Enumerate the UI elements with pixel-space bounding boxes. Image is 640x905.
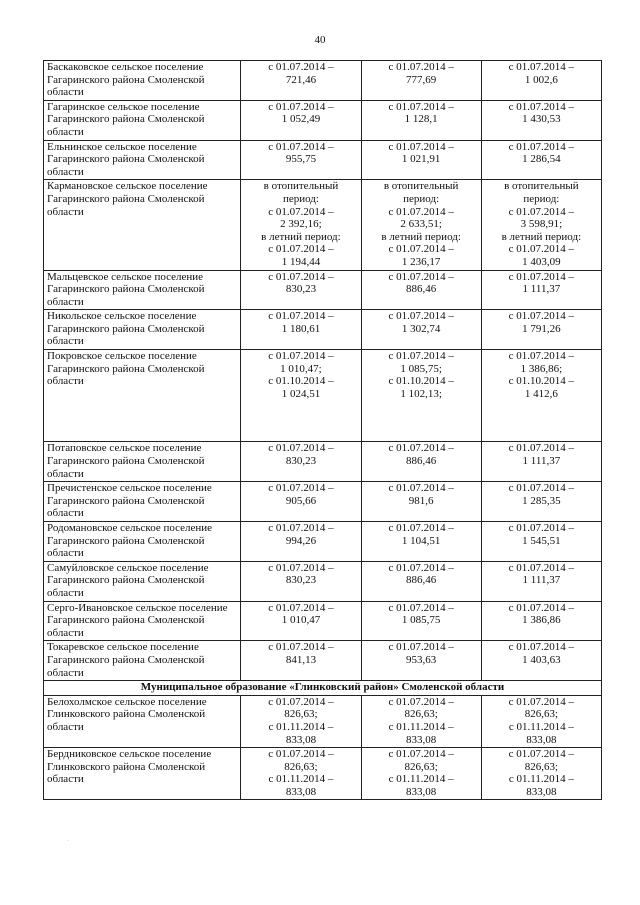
tariff-value-line: период: (403, 192, 440, 205)
tariff-cell (481, 180, 601, 270)
tariff-value-line: с 01.11.2014 – (388, 773, 454, 786)
tariff-value-line: 1 052,49 (281, 113, 321, 126)
tariff-value-line: с 01.07.2014 – (268, 695, 334, 708)
table-row (44, 641, 602, 681)
tariff-cell (241, 695, 361, 747)
tariff-cell (481, 310, 601, 350)
tariff-value-line: с 01.07.2014 – (508, 205, 575, 218)
tariff-value-line: с 01.07.2014 – (388, 243, 454, 256)
tariff-cell (241, 641, 361, 681)
tariff-value-line: 826,63; (524, 708, 559, 721)
settlement-name: Бердниковское сельское поселение Глинковского района Смоленской области (44, 748, 241, 800)
tariff-value-line: с 01.07.2014 – (268, 601, 334, 614)
tariff-value-line: 830,23 (285, 574, 317, 587)
tariff-cell (241, 100, 361, 140)
table-row (44, 100, 602, 140)
tariff-cell (361, 748, 481, 800)
section-title: Муниципальное образование «Глинковский район» Смоленской области (44, 681, 602, 696)
tariff-value-line: с 01.07.2014 – (508, 482, 575, 495)
tariff-value-line: 1 545,51 (522, 534, 561, 547)
tariff-value-line: с 01.07.2014 – (268, 205, 334, 218)
tariff-cell (361, 140, 481, 180)
tariff-value-line: с 01.07.2014 – (388, 310, 454, 323)
tariff-cell (361, 641, 481, 681)
tariff-value-line: с 01.07.2014 – (508, 310, 575, 323)
tariff-value-line: 1 194,44 (281, 255, 321, 268)
table-row (44, 442, 602, 482)
tariff-value-line: 2 633,51; (400, 218, 442, 231)
tariff-value-line: 1 302,74 (401, 322, 441, 335)
table-row (44, 310, 602, 350)
tariff-cell (481, 601, 601, 641)
tariff-value-line: 1 102,13; (400, 387, 442, 400)
tariff-cell (361, 442, 481, 482)
tariff-value-line: 1 024,51 (281, 387, 321, 400)
tariff-value-line: с 01.07.2014 – (508, 695, 575, 708)
tariff-value-line: 1 791,26 (522, 322, 561, 335)
settlement-name: Белохолмское сельское поселение Глинковского района Смоленской области (44, 695, 241, 747)
tariff-cell (361, 61, 481, 101)
tariff-value-line: 1 403,09 (522, 255, 561, 268)
tariff-value-line: с 01.11.2014 – (268, 720, 334, 733)
tariff-cell (481, 350, 601, 442)
tariff-value-line: 1 285,35 (522, 494, 561, 507)
tariff-cell (361, 695, 481, 747)
tariff-value-line: с 01.11.2014 – (508, 773, 574, 786)
tariff-cell (361, 180, 481, 270)
tariff-value-line: с 01.07.2014 – (388, 748, 454, 761)
tariff-value-line: с 01.07.2014 – (388, 270, 454, 283)
tariff-cell (481, 695, 601, 747)
tariff-cell (481, 748, 601, 800)
tariff-value-line: 1 085,75 (401, 614, 441, 627)
tariff-value-line: 1 286,54 (522, 153, 561, 166)
tariff-cell (481, 482, 601, 522)
tariff-table (43, 60, 602, 800)
table-row (44, 482, 602, 522)
tariff-value-line: 886,46 (406, 574, 437, 587)
tariff-value-line: 1 180,61 (281, 322, 321, 335)
tariff-value-line: период: (523, 192, 560, 205)
tariff-value-line: с 01.07.2014 – (508, 350, 575, 363)
tariff-cell (361, 270, 481, 310)
tariff-value-line: 2 392,16; (280, 218, 322, 231)
tariff-value-line: с 01.07.2014 – (268, 561, 334, 574)
tariff-value-line: с 01.07.2014 – (388, 641, 454, 654)
tariff-value-line: с 01.11.2014 – (508, 720, 574, 733)
tariff-value-line: с 01.07.2014 – (268, 350, 334, 363)
tariff-cell (241, 140, 361, 180)
settlement-name: Покровское сельское поселение Гагаринского района Смоленской области (44, 350, 241, 442)
tariff-cell (481, 641, 601, 681)
tariff-value-line: с 01.11.2014 – (388, 720, 454, 733)
table-row (44, 561, 602, 601)
tariff-value-line: с 01.07.2014 – (388, 695, 454, 708)
tariff-value-line: с 01.07.2014 – (388, 100, 454, 113)
tariff-value-line: 1 403,63 (522, 653, 561, 666)
settlement-name: Ельнинское сельское поселение Гагаринского района Смоленской области (44, 140, 241, 180)
table-row (44, 180, 602, 270)
tariff-value-line: с 01.07.2014 – (508, 522, 575, 535)
tariff-value-line: 833,08 (285, 733, 317, 746)
tariff-value-line: с 01.07.2014 – (268, 482, 334, 495)
tariff-value-line: с 01.10.2014 – (388, 375, 454, 388)
settlement-name: Токаревское сельское поселение Гагаринского района Смоленской области (44, 641, 241, 681)
tariff-cell (361, 561, 481, 601)
tariff-value-line: 777,69 (406, 73, 437, 86)
tariff-value-line: с 01.07.2014 – (268, 243, 334, 256)
tariff-value-line: с 01.07.2014 – (508, 270, 575, 283)
settlement-name: Родомановское сельское поселение Гагаринского района Смоленской области (44, 522, 241, 562)
settlement-name: Серго-Ивановское сельское поселение Гагаринского района Смоленской области (44, 601, 241, 641)
tariff-cell (241, 561, 361, 601)
tariff-value-line: с 01.07.2014 – (388, 205, 454, 218)
tariff-value-line: 905,66 (285, 494, 317, 507)
tariff-value-line: 833,08 (285, 785, 317, 798)
tariff-cell (481, 442, 601, 482)
tariff-cell (361, 310, 481, 350)
tariff-cell (241, 350, 361, 442)
settlement-name: Мальцевское сельское поселение Гагаринского района Смоленской области (44, 270, 241, 310)
tariff-value-line: с 01.07.2014 – (268, 140, 334, 153)
tariff-value-line: в отопительный (383, 180, 459, 193)
tariff-cell (241, 442, 361, 482)
tariff-cell (481, 522, 601, 562)
tariff-value-line: 826,63; (284, 708, 318, 721)
tariff-value-line: 833,08 (526, 733, 557, 746)
tariff-value-line: с 01.07.2014 – (268, 641, 334, 654)
tariff-cell (241, 482, 361, 522)
tariff-cell (241, 61, 361, 101)
tariff-value-line: с 01.07.2014 – (508, 243, 575, 256)
tariff-value-line: 826,63; (524, 760, 559, 773)
tariff-value-line: с 01.07.2014 – (388, 522, 454, 535)
tariff-value-line: с 01.07.2014 – (388, 61, 454, 73)
tariff-value-line: 826,63; (404, 708, 438, 721)
tariff-value-line: 1 386,86; (520, 362, 563, 375)
tariff-value-line: с 01.07.2014 – (268, 61, 334, 73)
tariff-value-line: 1 104,51 (401, 534, 441, 547)
tariff-cell (481, 270, 601, 310)
page-number: 40 (314, 34, 326, 46)
tariff-value-line: с 01.07.2014 – (268, 442, 334, 455)
tariff-value-line: в летний период: (261, 230, 341, 243)
table-row (44, 601, 602, 641)
table-row (44, 140, 602, 180)
tariff-value-line: 830,23 (285, 455, 317, 468)
tariff-cell (481, 100, 601, 140)
settlement-name: Потаповское сельское поселение Гагаринского района Смоленской области (44, 442, 241, 482)
tariff-value-line: с 01.11.2014 – (268, 773, 334, 786)
tariff-value-line: 721,46 (285, 73, 317, 86)
tariff-value-line: 886,46 (406, 283, 437, 296)
tariff-value-line: 886,46 (406, 455, 437, 468)
tariff-value-line: 830,23 (285, 283, 317, 296)
tariff-value-line: 833,08 (406, 733, 437, 746)
scan-speck: · (67, 838, 69, 844)
table-row (44, 522, 602, 562)
tariff-value-line: с 01.07.2014 – (268, 270, 334, 283)
tariff-value-line: с 01.07.2014 – (508, 140, 575, 153)
tariff-value-line: 1 111,37 (522, 455, 561, 468)
tariff-value-line: 841,13 (285, 653, 317, 666)
tariff-value-line: 981,6 (408, 494, 434, 507)
table-row (44, 695, 602, 747)
tariff-cell (481, 140, 601, 180)
tariff-value-line: 1 021,91 (401, 153, 441, 166)
tariff-value-line: 1 111,37 (522, 574, 561, 587)
tariff-cell (361, 350, 481, 442)
tariff-value-line: с 01.07.2014 – (508, 61, 575, 73)
tariff-value-line: 833,08 (406, 785, 437, 798)
tariff-cell (241, 180, 361, 270)
tariff-value-line: 1 430,53 (522, 113, 561, 126)
tariff-cell (481, 561, 601, 601)
tariff-value-line: 1 010,47; (280, 362, 322, 375)
settlement-name: Пречистенское сельское поселение Гагаринского района Смоленской области (44, 482, 241, 522)
tariff-value-line: с 01.10.2014 – (268, 375, 334, 388)
tariff-cell (361, 482, 481, 522)
tariff-value-line: 826,63; (284, 760, 318, 773)
tariff-value-line: 1 085,75; (400, 362, 442, 375)
table-row (44, 61, 602, 101)
table-row (44, 350, 602, 442)
tariff-cell (361, 601, 481, 641)
tariff-cell (241, 522, 361, 562)
tariff-value-line: 1 386,86 (522, 614, 561, 627)
tariff-value-line: с 01.07.2014 – (268, 748, 334, 761)
tariff-value-line: с 01.07.2014 – (268, 100, 334, 113)
tariff-value-line: в летний период: (501, 230, 582, 243)
tariff-value-line: с 01.07.2014 – (268, 310, 334, 323)
tariff-value-line: в отопительный (504, 180, 579, 193)
settlement-name: Гагаринское сельское поселение Гагаринского района Смоленской области (44, 100, 241, 140)
settlement-name: Самуйловское сельское поселение Гагаринского района Смоленской области (44, 561, 241, 601)
tariff-value-line: 826,63; (404, 760, 438, 773)
section-header-row (44, 681, 602, 696)
tariff-value-line: с 01.07.2014 – (388, 442, 454, 455)
tariff-value-line: 1 412,6 (524, 387, 558, 400)
tariff-value-line: с 01.07.2014 – (388, 140, 454, 153)
tariff-value-line: 953,63 (406, 653, 437, 666)
tariff-value-line: в летний период: (381, 230, 461, 243)
tariff-value-line: 1 002,6 (524, 73, 558, 86)
tariff-cell (361, 522, 481, 562)
tariff-value-line: в отопительный (263, 180, 339, 193)
tariff-cell (481, 61, 601, 101)
tariff-value-line: 1 128,1 (404, 113, 438, 126)
tariff-value-line: 833,08 (526, 785, 557, 798)
tariff-value-line: 994,26 (285, 534, 317, 547)
tariff-value-line: с 01.07.2014 – (508, 561, 575, 574)
settlement-name: Кармановское сельское поселение Гагаринского района Смоленской области (44, 180, 241, 270)
tariff-value-line: 1 236,17 (401, 255, 441, 268)
tariff-value-line: с 01.07.2014 – (508, 641, 575, 654)
tariff-value-line: 1 010,47 (281, 614, 321, 627)
tariff-cell (361, 100, 481, 140)
tariff-value-line: с 01.07.2014 – (508, 748, 575, 761)
tariff-value-line: с 01.07.2014 – (388, 482, 454, 495)
settlement-name: Баскаковское сельское поселение Гагаринского района Смоленской области (44, 61, 241, 101)
tariff-value-line: 3 598,91; (520, 218, 563, 231)
tariff-value-line: с 01.07.2014 – (388, 561, 454, 574)
settlement-name: Никольское сельское поселение Гагаринского района Смоленской области (44, 310, 241, 350)
tariff-value-line: с 01.07.2014 – (388, 601, 454, 614)
tariff-value-line: с 01.07.2014 – (268, 522, 334, 535)
table-row (44, 748, 602, 800)
tariff-value-line: с 01.07.2014 – (508, 100, 575, 113)
tariff-cell (241, 601, 361, 641)
tariff-table-body (44, 61, 602, 800)
tariff-value-line: с 01.07.2014 – (508, 442, 575, 455)
tariff-value-line: период: (282, 192, 319, 205)
tariff-value-line: 955,75 (285, 153, 317, 166)
tariff-cell (241, 748, 361, 800)
tariff-cell (241, 270, 361, 310)
tariff-cell (241, 310, 361, 350)
table-row (44, 270, 602, 310)
tariff-value-line: 1 111,37 (522, 283, 561, 296)
tariff-value-line: с 01.07.2014 – (388, 350, 454, 363)
tariff-value-line: с 01.10.2014 – (508, 375, 575, 388)
tariff-value-line: с 01.07.2014 – (508, 601, 575, 614)
